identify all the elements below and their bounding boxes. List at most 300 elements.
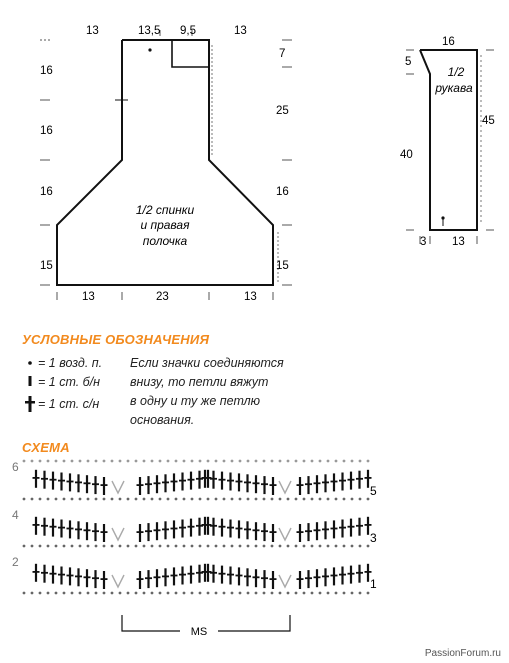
chain-stitch (359, 460, 362, 463)
double-crochet-stitch (75, 521, 82, 539)
chain-stitch (247, 460, 250, 463)
chain-stitch (319, 460, 322, 463)
chain-stitch (287, 592, 290, 595)
double-crochet-stitch (331, 567, 338, 585)
chain-stitch (103, 545, 106, 548)
chain-stitch (47, 592, 50, 595)
chain-stitch (167, 592, 170, 595)
double-crochet-stitch (219, 566, 226, 584)
double-crochet-stitch (101, 524, 108, 542)
chain-stitch (295, 460, 298, 463)
chain-stitch (39, 592, 42, 595)
sleeve-title-line: рукава (435, 81, 473, 95)
double-crochet-stitch (179, 520, 186, 538)
neck-marker-dot (148, 48, 151, 51)
chain-stitch (239, 498, 242, 501)
chain-stitch-icon (28, 361, 32, 365)
chain-stitch (207, 460, 210, 463)
double-crochet-stitch (305, 570, 312, 588)
chain-stitch (351, 498, 354, 501)
chain-stitch (143, 592, 146, 595)
chain-stitch (263, 498, 266, 501)
chain-stitch (207, 498, 210, 501)
chain-stitch (359, 545, 362, 548)
right-height-label: 25 (276, 105, 289, 117)
chain-stitch (159, 460, 162, 463)
row-number-left: 6 (12, 460, 19, 474)
double-crochet-stitch (356, 471, 363, 489)
double-crochet-stitch (137, 524, 144, 542)
chain-stitch (199, 460, 202, 463)
chain-stitch (295, 592, 298, 595)
chain-stitch (271, 498, 274, 501)
chain-stitch (127, 545, 130, 548)
chain-stitch (71, 460, 74, 463)
double-crochet-stitch (322, 568, 329, 586)
top-width-label: 9,5 (180, 25, 196, 37)
left-height-label: 16 (40, 125, 53, 137)
decrease-stitch (279, 528, 291, 540)
double-crochet-stitch (92, 523, 99, 541)
body-title-line: полочка (142, 234, 188, 248)
double-crochet-stitch (188, 472, 195, 490)
double-crochet-stitch (50, 519, 57, 537)
double-crochet-stitch (145, 523, 152, 541)
chain-stitch (303, 460, 306, 463)
chain-stitch (239, 460, 242, 463)
double-crochet-stitch (270, 571, 277, 589)
chain-stitch (87, 592, 90, 595)
double-crochet-stitch (236, 520, 243, 538)
double-crochet-stitch (179, 473, 186, 491)
body-outline (57, 40, 273, 285)
double-crochet-stitch (92, 570, 99, 588)
double-crochet-stitch (145, 476, 152, 494)
chain-stitch (23, 545, 26, 548)
chain-stitch (95, 498, 98, 501)
bottom-width-label: 23 (156, 291, 169, 303)
chain-stitch (23, 460, 26, 463)
repeat-label: MS (190, 626, 208, 638)
double-crochet-stitch (227, 567, 234, 585)
chain-stitch (111, 545, 114, 548)
double-crochet-stitch (137, 571, 144, 589)
sleeve-top-side: 5 (405, 56, 412, 68)
chain-stitch (23, 592, 26, 595)
chain-stitch (255, 460, 258, 463)
chain-stitch (55, 498, 58, 501)
chain-stitch (359, 592, 362, 595)
chain-stitch (95, 592, 98, 595)
chain-stitch (175, 545, 178, 548)
chain-stitch (119, 545, 122, 548)
chain-stitch (311, 498, 314, 501)
chain-stitch (95, 460, 98, 463)
body-title-line: и правая (140, 218, 190, 232)
chain-stitch (79, 460, 82, 463)
chain-stitch (135, 498, 138, 501)
chain-stitch (303, 545, 306, 548)
chain-stitch (255, 592, 258, 595)
chain-stitch (87, 545, 90, 548)
legend-note-line: в одну и ту же петлю (130, 394, 261, 408)
chain-stitch (311, 592, 314, 595)
double-crochet-stitch (188, 519, 195, 537)
double-crochet-stitch (210, 518, 217, 536)
double-crochet-stitch (305, 523, 312, 541)
chain-stitch (127, 460, 130, 463)
chain-stitch (151, 545, 154, 548)
chain-stitch (207, 545, 210, 548)
legend-note-line: внизу, то петли вяжут (130, 375, 269, 389)
left-height-label: 15 (40, 260, 53, 272)
chain-stitch (271, 545, 274, 548)
double-crochet-stitch (322, 474, 329, 492)
sleeve-height-left: 40 (400, 149, 413, 161)
chain-stitch (303, 498, 306, 501)
chain-stitch (47, 545, 50, 548)
double-crochet-stitch (236, 473, 243, 491)
double-crochet-stitch (339, 473, 346, 491)
double-crochet-stitch (253, 475, 260, 493)
row-number-right: 1 (370, 577, 377, 591)
double-crochet-icon (25, 396, 35, 412)
chain-stitch (367, 545, 370, 548)
double-crochet-stitch (171, 567, 178, 585)
double-crochet-stitch (41, 471, 48, 489)
chain-stitch (351, 545, 354, 548)
chain-stitch (247, 545, 250, 548)
double-crochet-stitch (67, 520, 74, 538)
double-crochet-stitch (33, 470, 40, 488)
sleeve-bottom-width: 3 (420, 236, 427, 248)
double-crochet-stitch (84, 475, 91, 493)
chain-stitch (223, 498, 226, 501)
chain-stitch (167, 545, 170, 548)
double-crochet-stitch (145, 570, 152, 588)
chain-stitch (319, 498, 322, 501)
chain-stitch (351, 592, 354, 595)
top-width-label: 13 (86, 25, 99, 37)
double-crochet-stitch (171, 520, 178, 538)
legend-note-line: Если значки соединяются (130, 356, 284, 370)
double-crochet-stitch (322, 521, 329, 539)
chain-stitch (199, 545, 202, 548)
chain-stitch (327, 460, 330, 463)
chain-stitch (191, 460, 194, 463)
chain-stitch (263, 460, 266, 463)
double-crochet-stitch (33, 564, 40, 582)
double-crochet-stitch (58, 567, 65, 585)
chain-stitch (311, 460, 314, 463)
right-height-label: 16 (276, 186, 289, 198)
chain-stitch (63, 498, 66, 501)
chain-stitch (199, 592, 202, 595)
chain-stitch (295, 545, 298, 548)
double-crochet-stitch (92, 476, 99, 494)
chain-stitch (327, 545, 330, 548)
chain-stitch (239, 545, 242, 548)
row-number-left: 2 (12, 555, 19, 569)
chain-stitch (71, 592, 74, 595)
double-crochet-stitch (356, 565, 363, 583)
chain-stitch (191, 498, 194, 501)
chain-stitch (279, 460, 282, 463)
chain-stitch (335, 498, 338, 501)
chain-stitch (191, 545, 194, 548)
chain-stitch (335, 460, 338, 463)
chain-stitch (175, 460, 178, 463)
chain-stitch (151, 460, 154, 463)
chain-stitch (31, 498, 34, 501)
chain-stitch (151, 498, 154, 501)
double-crochet-stitch (196, 518, 203, 536)
double-crochet-stitch (179, 567, 186, 585)
left-height-label: 16 (40, 65, 53, 77)
double-crochet-stitch (270, 477, 277, 495)
double-crochet-stitch (188, 566, 195, 584)
double-crochet-stitch (58, 473, 65, 491)
repeat-bracket (218, 615, 290, 631)
chain-stitch (231, 460, 234, 463)
double-crochet-stitch (227, 473, 234, 491)
chain-stitch (303, 592, 306, 595)
double-crochet-stitch (210, 565, 217, 583)
chain-stitch (207, 592, 210, 595)
chain-stitch (311, 545, 314, 548)
double-crochet-stitch (261, 523, 268, 541)
chain-stitch (183, 460, 186, 463)
double-crochet-stitch (297, 571, 304, 589)
chain-stitch (295, 498, 298, 501)
chain-stitch (367, 460, 370, 463)
legend-note-line: основания. (130, 413, 195, 427)
double-crochet-stitch (196, 471, 203, 489)
chain-stitch (199, 498, 202, 501)
chain-stitch (135, 460, 138, 463)
chain-stitch (119, 592, 122, 595)
sleeve-height-right: 45 (482, 115, 495, 127)
legend-item-text: = 1 ст. б/н (38, 375, 101, 389)
chain-stitch (215, 498, 218, 501)
chain-stitch (287, 545, 290, 548)
double-crochet-stitch (75, 474, 82, 492)
chain-stitch (367, 498, 370, 501)
scheme-heading: СХЕМА (22, 440, 70, 455)
double-crochet-stitch (331, 473, 338, 491)
double-crochet-stitch (244, 521, 251, 539)
chain-stitch (343, 592, 346, 595)
chain-stitch (151, 592, 154, 595)
chain-stitch (143, 545, 146, 548)
chain-stitch (327, 498, 330, 501)
chain-stitch (215, 545, 218, 548)
chain-stitch (87, 460, 90, 463)
chain-stitch (79, 498, 82, 501)
chain-stitch (103, 460, 106, 463)
bottom-width-label: 13 (244, 291, 257, 303)
chain-stitch (279, 592, 282, 595)
chain-stitch (279, 498, 282, 501)
double-crochet-stitch (75, 568, 82, 586)
chain-stitch (335, 592, 338, 595)
double-crochet-stitch (154, 569, 161, 587)
chain-stitch (247, 592, 250, 595)
bottom-width-label: 13 (82, 291, 95, 303)
double-crochet-stitch (331, 520, 338, 538)
chain-stitch (183, 592, 186, 595)
right-height-label: 7 (279, 48, 286, 60)
double-crochet-stitch (41, 565, 48, 583)
chain-stitch (111, 592, 114, 595)
double-crochet-stitch (101, 571, 108, 589)
double-crochet-stitch (348, 519, 355, 537)
chain-stitch (31, 592, 34, 595)
decrease-stitch (279, 481, 291, 493)
chain-stitch (327, 592, 330, 595)
double-crochet-stitch (219, 472, 226, 490)
double-crochet-stitch (171, 473, 178, 491)
chain-stitch (231, 592, 234, 595)
double-crochet-stitch (244, 568, 251, 586)
top-width-label: 13 (234, 25, 247, 37)
double-crochet-stitch (154, 522, 161, 540)
decrease-stitch (279, 575, 291, 587)
chain-stitch (23, 498, 26, 501)
decrease-stitch (112, 481, 124, 493)
chain-stitch (223, 460, 226, 463)
sleeve-bottom-width: 13 (452, 236, 465, 248)
double-crochet-stitch (84, 569, 91, 587)
chain-stitch (359, 498, 362, 501)
double-crochet-stitch (244, 474, 251, 492)
chain-stitch (79, 545, 82, 548)
chain-stitch (39, 545, 42, 548)
chain-stitch (319, 545, 322, 548)
chain-stitch (191, 592, 194, 595)
double-crochet-stitch (305, 476, 312, 494)
double-crochet-stitch (84, 522, 91, 540)
chain-stitch (239, 592, 242, 595)
chain-stitch (31, 545, 34, 548)
chain-stitch (167, 460, 170, 463)
chain-stitch (343, 545, 346, 548)
chain-stitch (39, 460, 42, 463)
stitch-marks (23, 460, 372, 595)
decrease-stitch (112, 575, 124, 587)
double-crochet-stitch (33, 517, 40, 535)
chain-stitch (135, 592, 138, 595)
double-crochet-stitch (348, 472, 355, 490)
double-crochet-stitch (356, 518, 363, 536)
double-crochet-stitch (270, 524, 277, 542)
chain-stitch (47, 460, 50, 463)
chain-stitch (95, 545, 98, 548)
chain-stitch (279, 545, 282, 548)
chain-stitch (263, 592, 266, 595)
double-crochet-stitch (196, 565, 203, 583)
chain-stitch (183, 545, 186, 548)
chain-stitch (55, 592, 58, 595)
left-height-label: 16 (40, 186, 53, 198)
chain-stitch (255, 545, 258, 548)
chain-stitch (103, 592, 106, 595)
double-crochet-stitch (137, 477, 144, 495)
decrease-stitch (112, 528, 124, 540)
legend-item-text: = 1 ст. с/н (38, 397, 100, 411)
double-crochet-stitch (253, 522, 260, 540)
double-crochet-stitch (236, 567, 243, 585)
chain-stitch (63, 545, 66, 548)
chain-stitch (351, 460, 354, 463)
chain-stitch (231, 498, 234, 501)
double-crochet-stitch (314, 569, 321, 587)
chain-stitch (31, 460, 34, 463)
double-crochet-stitch (219, 519, 226, 537)
double-crochet-stitch (261, 570, 268, 588)
row-number-left: 4 (12, 508, 19, 522)
repeat-bracket (122, 615, 180, 631)
chain-stitch (335, 545, 338, 548)
chain-stitch (183, 498, 186, 501)
double-crochet-stitch (50, 566, 57, 584)
double-crochet-stitch (227, 520, 234, 538)
chain-stitch (63, 460, 66, 463)
chain-stitch (135, 545, 138, 548)
chain-stitch (215, 460, 218, 463)
chain-stitch (343, 498, 346, 501)
double-crochet-stitch (314, 522, 321, 540)
double-crochet-stitch (58, 520, 65, 538)
double-crochet-stitch (339, 520, 346, 538)
chain-stitch (71, 545, 74, 548)
chain-stitch (263, 545, 266, 548)
top-width-label: 13,5 (138, 25, 161, 37)
chain-stitch (119, 460, 122, 463)
chain-stitch (47, 498, 50, 501)
chain-stitch (247, 498, 250, 501)
double-crochet-stitch (297, 477, 304, 495)
legend-heading: УСЛОВНЫЕ ОБОЗНАЧЕНИЯ (22, 332, 210, 347)
right-dimension-ticks (282, 67, 292, 285)
double-crochet-stitch (67, 473, 74, 491)
top-dimension-line (40, 30, 292, 40)
sleeve-title-line: 1/2 (447, 65, 465, 79)
double-crochet-stitch (67, 567, 74, 585)
right-height-label: 15 (276, 260, 289, 272)
chain-stitch (343, 460, 346, 463)
chain-stitch (167, 498, 170, 501)
chain-stitch (79, 592, 82, 595)
chain-stitch (319, 592, 322, 595)
chain-stitch (271, 460, 274, 463)
row-number-right: 3 (370, 531, 377, 545)
stitch-scheme (0, 455, 509, 650)
chain-stitch (39, 498, 42, 501)
body-title-line: 1/2 спинки (135, 203, 195, 217)
chain-stitch (127, 592, 130, 595)
double-crochet-stitch (101, 477, 108, 495)
chain-stitch (175, 592, 178, 595)
double-crochet-stitch (339, 567, 346, 585)
chain-stitch (143, 460, 146, 463)
double-crochet-stitch (253, 569, 260, 587)
chain-stitch (255, 498, 258, 501)
chain-stitch (55, 460, 58, 463)
chain-stitch (71, 498, 74, 501)
chain-stitch (55, 545, 58, 548)
chain-stitch (287, 460, 290, 463)
